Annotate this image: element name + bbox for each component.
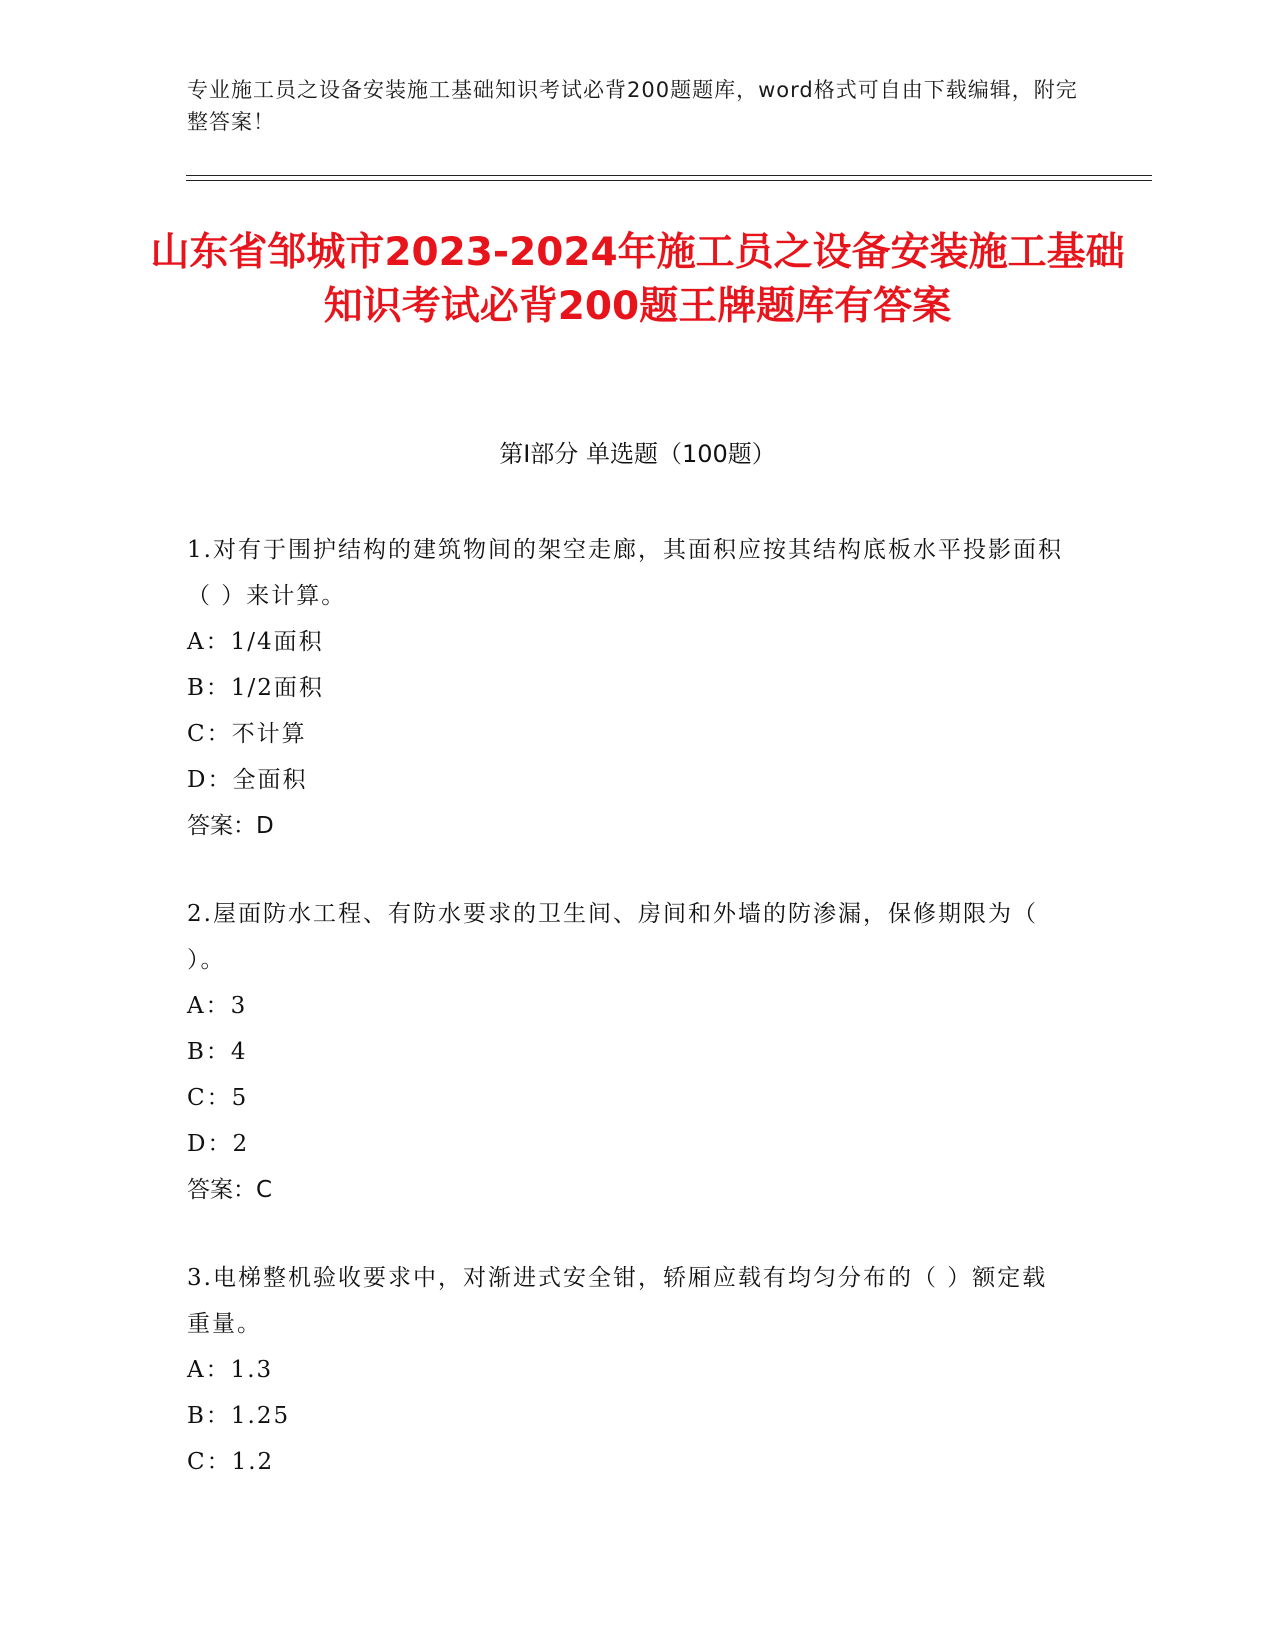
- option-c: C：5: [187, 1085, 249, 1111]
- question-stem: 1.对有于围护结构的建筑物间的架空走廊，其面积应按其结构底板水平投影面积（ ）来计算。: [187, 537, 1063, 609]
- question-1: [187, 527, 1067, 849]
- option-a: A：3: [187, 993, 248, 1019]
- question-3: [187, 1255, 1067, 1485]
- question-stem: 2.屋面防水工程、有防水要求的卫生间、房间和外墙的防渗漏，保修期限为（ ）。: [187, 901, 1038, 973]
- answer: 答案：C: [187, 1177, 273, 1203]
- section-heading: 第Ⅰ部分 单选题（100题）: [499, 440, 776, 468]
- option-a: A：1/4面积: [187, 629, 324, 655]
- option-d: D：2: [187, 1131, 250, 1157]
- document-title: 山东省邹城市2023-2024年施工员之设备安装施工基础知识考试必背200题王牌题库有答案: [150, 230, 1125, 329]
- option-b: B：1/2面积: [187, 675, 324, 701]
- header-note: 专业施工员之设备安装施工基础知识考试必背200题题库，word格式可自由下载编辑，附完整答案！: [187, 78, 1078, 134]
- option-a: A：1.3: [187, 1357, 274, 1383]
- option-d: D：全面积: [187, 767, 308, 793]
- header-divider-top: [186, 175, 1152, 176]
- option-c: C：1.2: [187, 1449, 275, 1475]
- header-divider-bottom: [186, 180, 1152, 181]
- question-stem: 3.电梯整机验收要求中，对渐进式安全钳，轿厢应载有均匀分布的（ ）额定载重量。: [187, 1265, 1048, 1337]
- answer: 答案：D: [187, 813, 274, 839]
- option-b: B：4: [187, 1039, 248, 1065]
- option-c: C：不计算: [187, 721, 307, 747]
- question-2: [187, 891, 1067, 1213]
- option-b: B：1.25: [187, 1403, 291, 1429]
